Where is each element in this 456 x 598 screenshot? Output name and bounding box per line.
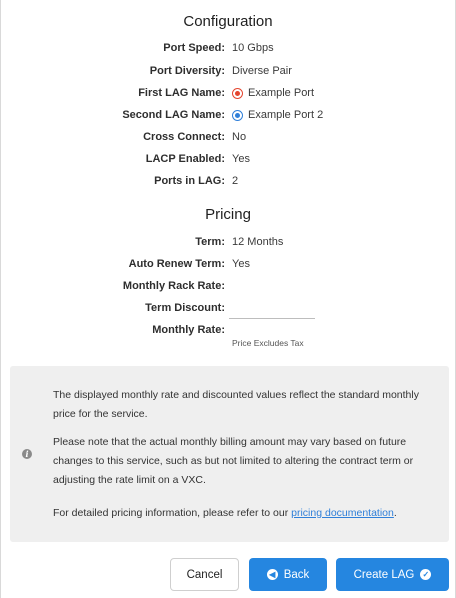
config-row-second-lag-name [0,106,456,124]
cancel-button[interactable] [170,558,239,591]
port-speed-label: Port Speed: [163,42,225,54]
second-lag-name-value: Example Port 2 [248,109,324,121]
lacp-enabled-value: Yes [232,153,250,165]
second-lag-name-label: Second LAG Name: [122,109,225,121]
info-paragraph-1: The displayed monthly rate and discounted values reflect the standard monthly price for the service. [53,389,419,420]
pricing-row-term [0,233,456,251]
back-button-label: Back [283,568,310,581]
lacp-enabled-label: LACP Enabled: [145,153,225,165]
first-lag-name-value: Example Port [248,87,315,99]
monthly-rack-rate-label: Monthly Rack Rate: [122,280,225,292]
config-row-lacp-enabled [0,150,456,168]
config-row-cross-connect [0,128,456,146]
cross-connect-value: No [232,131,247,143]
auto-renew-label: Auto Renew Term: [128,258,225,270]
port-speed-value: 10 Gbps [232,42,274,54]
pricing-info-box [10,366,449,542]
info-paragraph-3-suffix: . [393,507,397,519]
pricing-row-term-discount [0,299,456,317]
info-icon: i [22,449,32,459]
term-label: Term: [195,236,225,248]
pricing-row-monthly-rate [0,321,456,339]
info-paragraph-3-prefix: For detailed pricing information, please refer to our [53,507,292,519]
first-lag-name-label: First LAG Name: [138,87,225,99]
blue-radio-dot-icon [232,110,243,121]
ports-in-lag-value: 2 [232,175,239,187]
create-lag-button-label: Create LAG [353,568,415,581]
ports-in-lag-label: Ports in LAG: [154,175,225,187]
config-row-first-lag-name [0,84,456,102]
info-paragraph-3 [53,504,438,523]
info-paragraph-2: Please note that the actual monthly billing amount may vary based on future changes to this service, such as but not limited to altering the contract term or adjusting the rate limit on a VXC. [53,436,414,486]
port-diversity-value: Diverse Pair [232,65,292,77]
config-row-port-speed [0,39,456,57]
port-diversity-label: Port Diversity: [149,65,225,77]
red-radio-dot-icon [232,88,243,99]
pricing-documentation-link[interactable]: pricing documentation [291,507,394,519]
configuration-title: Configuration [183,13,273,30]
back-button[interactable] [249,558,327,591]
check-circle-icon: ✓ [420,569,431,580]
tax-note: Price Excludes Tax [232,338,304,348]
auto-renew-value: Yes [232,258,250,270]
pricing-title: Pricing [205,206,251,223]
cancel-button-label: Cancel [186,568,223,581]
create-lag-button[interactable] [336,558,449,591]
term-discount-label: Term Discount: [145,302,225,314]
arrow-left-circle-icon: ◀ [267,569,278,580]
config-row-port-diversity [0,62,456,80]
pricing-row-monthly-rack-rate [0,277,456,295]
term-value: 12 Months [232,236,284,248]
cross-connect-label: Cross Connect: [143,131,225,143]
monthly-rate-label: Monthly Rate: [152,324,225,336]
config-row-ports-in-lag [0,172,456,190]
pricing-row-auto-renew [0,255,456,273]
discount-divider [229,318,315,319]
